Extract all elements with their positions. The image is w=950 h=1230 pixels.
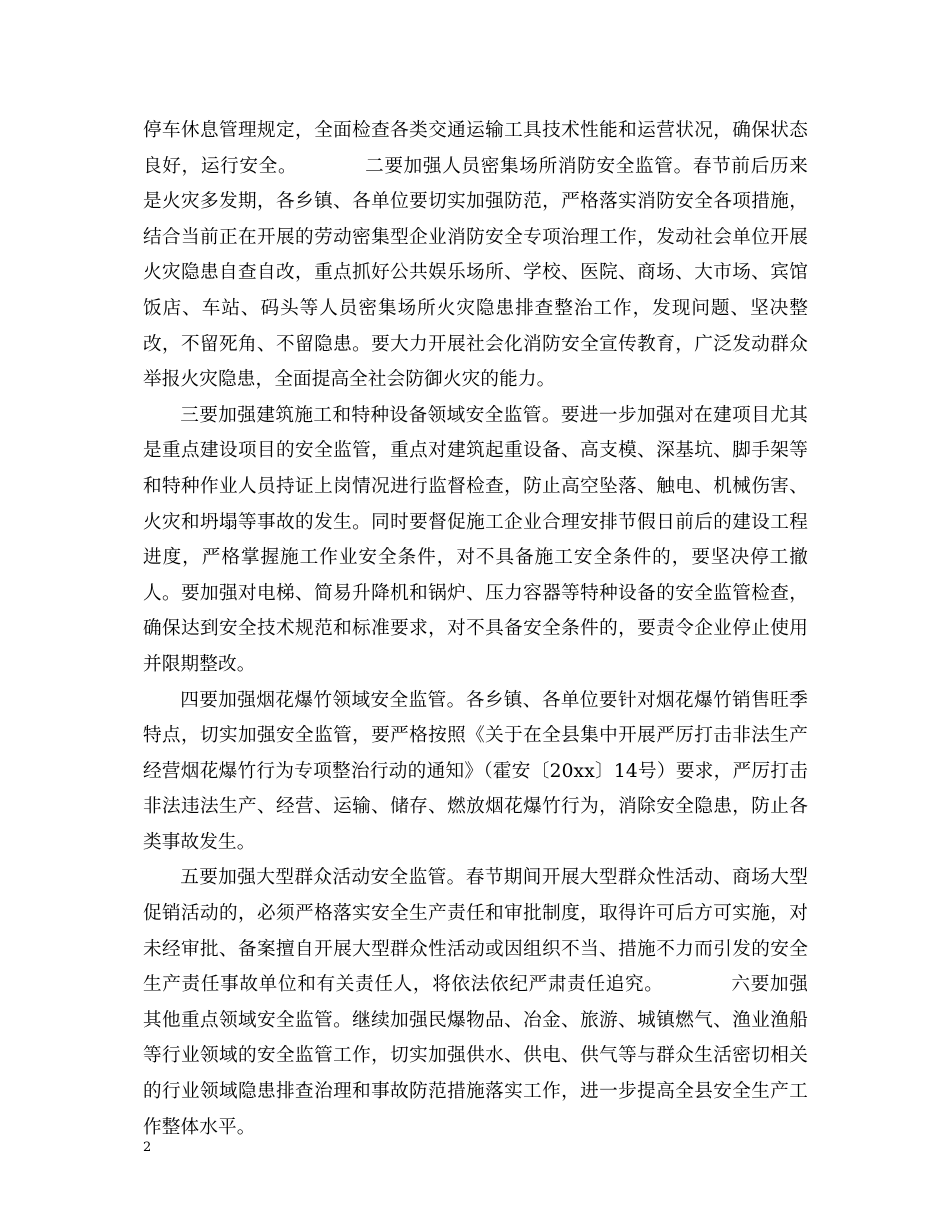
document-body <box>143 113 808 1145</box>
paragraph-construction-safety: 三要加强建筑施工和特种设备领域安全监管。要进一步加强对在建项目尤其是重点建设项目的安全监管，重点对建筑起重设备、高支模、深基坑、脚手架等和特种作业人员持证上岗情况进行监督检查，防止高空坠落、触电、机械伤害、火灾和坍塌等事故的发生。同时要督促施工企业合理安排节假日前后的建设工程进度，严格掌握施工作业安全条件，对不具备施工安全条件的，要坚决停工撤人。要加强对电梯、简易升降机和锅炉、压力容器等特种设备的安全监管检查，确保达到安全技术规范和标准要求，对不具备安全条件的，要责令企业停止使用并限期整改。 <box>143 404 808 675</box>
paragraph-mass-events-safety: 五要加强大型群众活动安全监管。春节期间开展大型群众性活动、商场大型促销活动的，必须严格落实安全生产责任和审批制度，取得许可后方可实施，对未经审批、备案擅自开展大型群众性活动或因组织不当、措施不力而引发的安全生产责任事故单位和有关责任人，将依法依纪严肃责任追究。 六要加强其他重点领域安全监管。继续加强民爆物品、冶金、旅游、城镇燃气、渔业渔船等行业领域的安全监管工作，切实加强供水、供电、供气等与群众生活密切相关的行业领域隐患排查治理和事故防范措施落实工作，进一步提高全县安全生产工作整体水平。 <box>143 867 808 1138</box>
paragraph-transport-and-fire-safety: 停车休息管理规定，全面检查各类交通运输工具技术性能和运营状况，确保状态良好，运行安全。 二要加强人员密集场所消防安全监管。春节前后历来是火灾多发期，各乡镇、各单位要切实加强防范，严格落实消防安全各项措施，结合当前正在开展的劳动密集型企业消防安全专项治理工作，发动社会单位开展火灾隐患自查自改，重点抓好公共娱乐场所、学校、医院、商场、大市场、宾馆饭店、车站、码头等人员密集场所火灾隐患排查整治工作，发现问题、坚决整改，不留死角、不留隐患。要大力开展社会化消防安全宣传教育，广泛发动群众举报火灾隐患，全面提高全社会防御火灾的能力。 <box>143 120 808 391</box>
paragraph-fireworks-safety: 四要加强烟花爆竹领域安全监管。各乡镇、各单位要针对烟花爆竹销售旺季特点，切实加强安全监管，要严格按照《关于在全县集中开展严厉打击非法生产经营烟花爆竹行为专项整治行动的通知》（霍安〔20xx〕14号）要求，严厉打击非法违法生产、经营、运输、储存、燃放烟花爆竹行为，消除安全隐患，防止各类事故发生。 <box>143 689 808 853</box>
page-number: 2 <box>143 1140 152 1155</box>
